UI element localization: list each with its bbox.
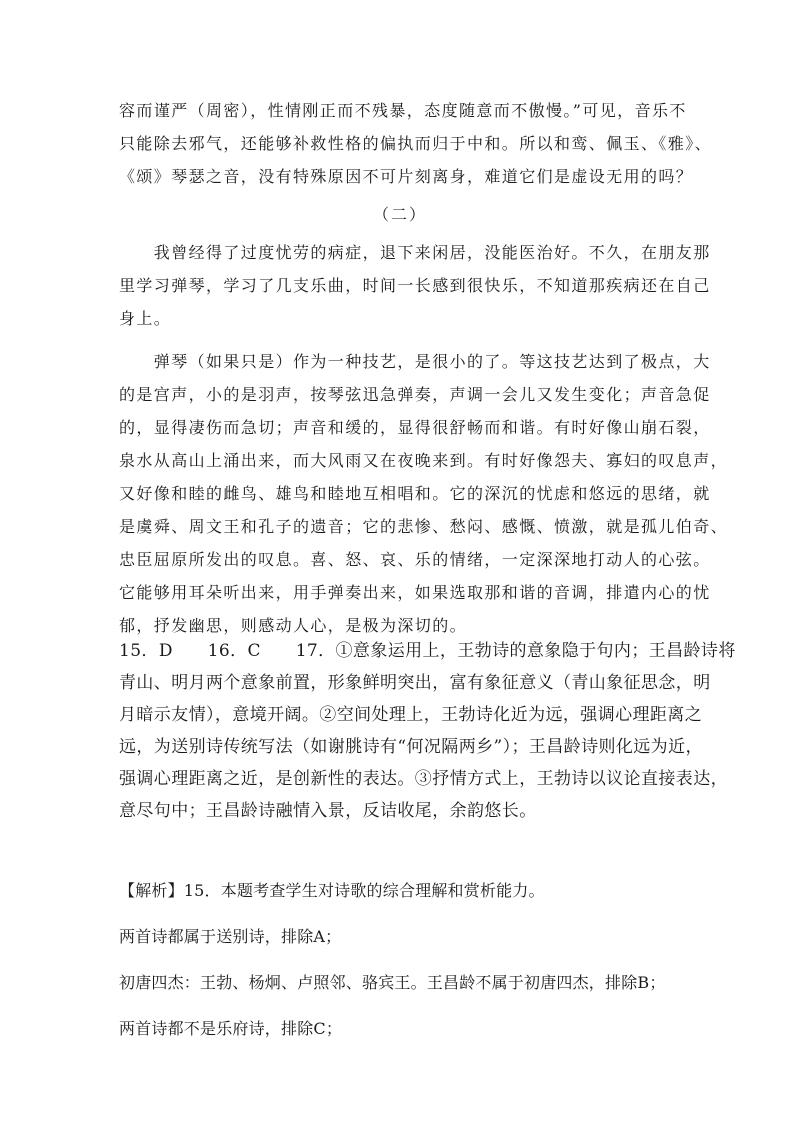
translation-paragraph-2 (119, 345, 729, 642)
text-line: 我曾经得了过度忧劳的病症，退下来闲居，没能医治好。不久，在朋友那 (119, 243, 711, 262)
analysis-line: 两首诗都属于送别诗，排除A； (119, 927, 342, 946)
text-line: 郁，抒发幽思，则感动人心，是极为深切的。 (119, 616, 468, 635)
analysis-line: 初唐四杰：王勃、杨炯、卢照邻、骆宾王。王昌龄不属于初唐四杰，排除B； (119, 973, 666, 992)
text-line: 身上。 (119, 309, 172, 328)
text-line: 忠臣屈原所发出的叹息。喜、怒、哀、乐的情绪，一定深深地打动人的心弦。 (119, 550, 711, 569)
text-line: 里学习弹琴，学习了几支乐曲，时间一长感到很快乐，不知道那疾病还在自己 (119, 276, 711, 295)
answer-line: 意尽句中；王昌龄诗融情入景，反诘收尾，余韵悠长。 (119, 801, 537, 821)
analysis-line: 【解析】15．本题考查学生对诗歌的综合理解和赏析能力。 (119, 881, 545, 900)
translation-part1 (119, 94, 713, 193)
text-line: 弹琴（如果只是）作为一种技艺，是很小的了。等这技艺达到了极点，大 (119, 352, 711, 371)
text-line: 的是宫声，小的是羽声，按琴弦迅急弹奏，声调一会儿又发生变化；声音急促 (119, 385, 711, 404)
answers-section (119, 635, 736, 827)
answer-line: 月暗示友情），意境开阔。②空间处理上，王勃诗化近为远，强调心理距离之 (119, 705, 703, 725)
text-line: 容而谨严（周密），性情刚正而不残暴，态度随意而不傲慢。”可见，音乐不 (119, 101, 687, 120)
answer-line: 青山、明月两个意象前置，形象鲜明突出，富有象征意义（青山象征思念，明 (119, 673, 711, 693)
analysis-section (119, 868, 679, 1052)
answer-line: 远，为送别诗传统写法（如谢朓诗有“何况隔两乡”）；王昌龄诗则化远为近， (119, 737, 703, 757)
section-heading: （二） (372, 205, 427, 224)
text-line: 是虞舜、周文王和孔子的遗音；它的悲惨、愁闷、感慨、愤激，就是孤儿伯奇、 (119, 517, 729, 536)
text-line: 又好像和睦的雌鸟、雄鸟和睦地互相唱和。它的深沉的忧虑和悠远的思绪，就 (119, 484, 711, 503)
answer-line: 15．D 16．C 17．①意象运用上，王勃诗的意象隐于句内；王昌龄诗将 (119, 641, 736, 661)
translation-paragraph-1 (119, 236, 711, 335)
text-line: 的，显得凄伤而急切；声音和缓的，显得很舒畅而和谐。有时好像山崩石裂， (119, 418, 711, 437)
text-line: 它能够用耳朵听出来，用手弹奏出来，如果选取那和谐的音调，排遣内心的忧 (119, 583, 711, 602)
answer-line: 强调心理距离之近，是创新性的表达。③抒情方式上，王勃诗以议论直接表达， (119, 769, 728, 789)
analysis-line: 两首诗都不是乐府诗，排除C； (119, 1019, 343, 1038)
text-line: 《颂》琴瑟之音，没有特殊原因不可片刻离身，难道它们是虚设无用的吗？ (119, 167, 694, 186)
text-line: 泉水从高山上涌出来，而大风雨又在夜晚来到。有时好像怨夫、寡妇的叹息声， (119, 451, 729, 470)
text-line: 只能除去邪气，还能够补救性格的偏执而归于中和。所以和鸾、佩玉、《雅》、 (119, 134, 713, 153)
